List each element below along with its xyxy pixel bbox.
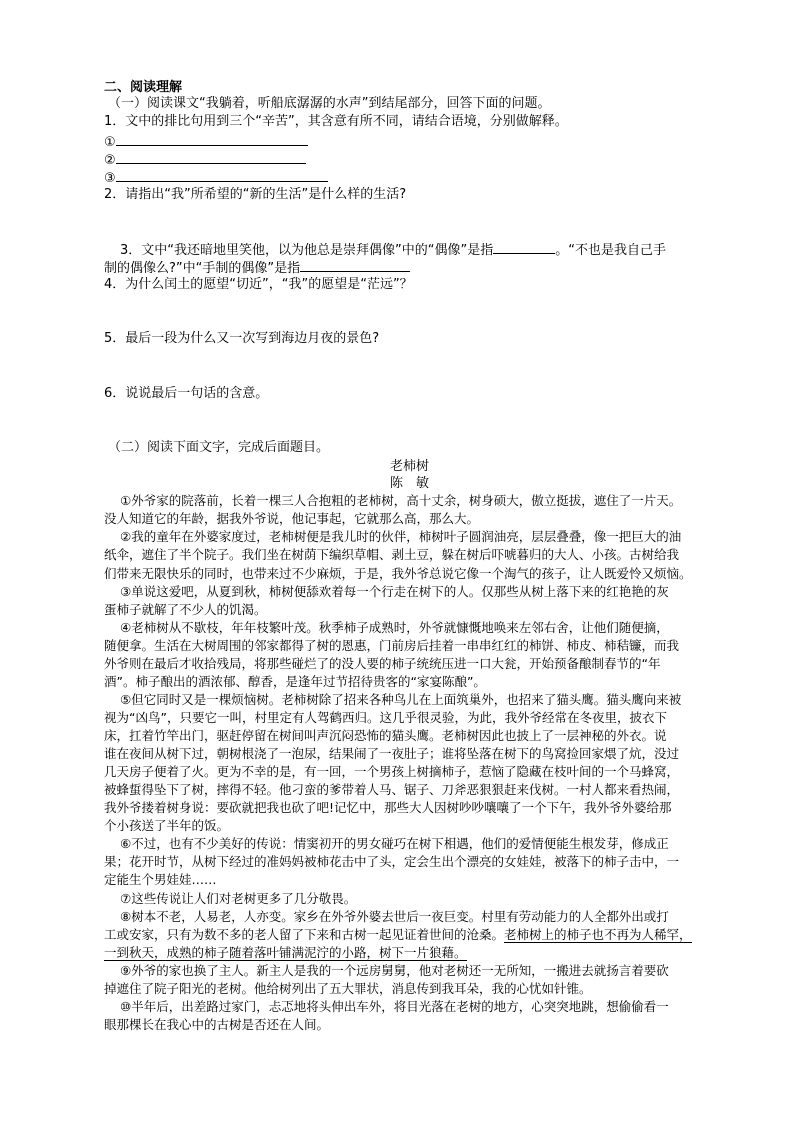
article-line: ⑧树本不老，人易老，人亦变。家乡在外爷外婆去世后一夜巨变。村里有劳动能力的人全都外出或打 [120, 909, 669, 924]
article-line: ⑨外爷的家也换了主人。新主人是我的一个远房舅舅，他对老树还一无所知，一搬进去就扬言着要砍 [120, 963, 669, 978]
article-line: 外爷则在最后才收拾残局，将那些碰烂了的没人要的柿子统统压进一口大瓮，开始预备酿制春节的“年 [104, 656, 661, 671]
question-5: 5．最后一段为什么又一次写到海边月夜的景色? [104, 331, 380, 346]
article-author: 陈 敏 [390, 476, 430, 491]
article-title: 老柿树 [390, 459, 430, 474]
answer-line-1 [104, 133, 308, 151]
article-line: 几天房子便着了火。更为不幸的是，有一回，一个男孩上树摘柿子，惹恼了隐藏在枝叶间的一个马蜂窝， [104, 764, 680, 779]
question-3-line1 [120, 241, 666, 259]
article-line: 定能生个男娃娃…… [104, 872, 217, 887]
article-line: 被蜂蜇得坠下了树，摔得不轻。他刁蛮的爹带着人马、锯子、刀斧恶狠狠赶来伐树。一村人都来看热闹， [104, 782, 680, 797]
article-line: ③单说这爱吧，从夏到秋，柿树便舔欢着每一个行走在树下的人。仅那些从树上落下来的红艳艳的灰 [120, 584, 669, 599]
answer-blank-3b[interactable] [300, 259, 410, 272]
article-line: ⑥不过，也有不少美好的传说：情窦初开的男女碰巧在树下相遇，他们的爱情便能生根发芽，修成正 [120, 836, 669, 851]
answer-blank-1[interactable] [116, 133, 308, 146]
part1-intro: （一）阅读课文“我躺着，听船底潺潺的水声”到结尾部分，回答下面的问题。 [108, 96, 551, 111]
answer-blank-3a[interactable] [493, 241, 555, 254]
article-line: ⑤但它同时又是一棵烦恼树。老柿树除了招来各种鸟儿在上面筑巢外，也招来了猫头鹰。猫头鹰向来被 [120, 692, 682, 707]
article-line: 视为“凶鸟”，只要它一叫，村里定有人驾鹤西归。这几乎很灵验，为此，我外爷经常在冬夜里，披衣下 [104, 710, 667, 725]
answer-label-3: ③ [104, 171, 116, 186]
article-line [104, 927, 692, 943]
question-3-text: 3．文中“我还暗地里笑他，以为他总是崇拜偶像”中的“偶像”是指 [120, 243, 494, 258]
article-line: ①外爷家的院落前，长着一棵三人合抱粗的老柿树，高十丈余，树身硕大，傲立挺拔，遮住了一片天。 [120, 493, 682, 508]
article-line: 掉遮住了院子阳光的老树。他给树列出了五大罪状，消息传到我耳朵，我的心忧如针锥。 [104, 981, 592, 996]
section-heading: 二、阅读理解 [104, 80, 183, 95]
article-line: 床，扛着竹竿出门，驱赶停留在树间叫声沉闷恐怖的猫头鹰。老柿树因此也披上了一层神秘的外衣。说 [104, 728, 667, 743]
article-line: 随便拿。生活在大树周围的邻家都得了树的恩惠，门前房后挂着一串串红红的柿饼、柿皮、柿秸镰，而我 [104, 638, 680, 653]
article-line: ②我的童年在外婆家度过，老柿树便是我儿时的伙伴，柿树叶子圆润油亮，层层叠叠，像一把巨大的油 [120, 529, 682, 544]
article-line: 没人知道它的年龄，据我外爷说，他记事起，它就那么高，那么大。 [104, 511, 480, 526]
answer-line-3 [104, 169, 328, 187]
underlined-sentence-cont: 一到秋天，成熟的柿子随着落叶铺满泥泞的小路，树下一片狼藉。 [104, 945, 467, 960]
question-3-text-cont: 。“不也是我自己手 [555, 243, 666, 258]
question-3-line2 [104, 259, 410, 277]
underlined-sentence: 老柿树上的柿子也不再为人稀罕， [504, 927, 692, 942]
article-line: 眼那棵长在我心中的古树是否还在人间。 [104, 1017, 330, 1032]
answer-blank-3[interactable] [116, 169, 328, 182]
question-1: 1．文中的排比句用到三个“辛苦”，其含意有所不同，请结合语境，分别做解释。 [104, 114, 568, 129]
article-line: ④老柿树从不歇枝，年年枝繁叶茂。秋季柿子成熟时，外爷就慷慨地唤来左邻右舍，让他们随便摘， [120, 620, 669, 635]
question-4: 4．为什么闰土的愿望“切近”，“我”的愿望是“茫远”？ [104, 277, 413, 292]
article-line: 个小孩送了半年的饭。 [104, 818, 230, 833]
part2-intro: （二）阅读下面文字，完成后面题目。 [108, 440, 330, 455]
question-6: 6．说说最后一句话的含意。 [104, 386, 269, 401]
answer-blank-2[interactable] [116, 151, 306, 164]
article-line [104, 945, 467, 961]
article-line: 谁在夜间从树下过，朝树根浇了一泡尿，结果闹了一夜肚子；谁将坠落在树下的鸟窝捡回家煨了炕，没过 [104, 746, 680, 761]
article-line-text: 工或安家，只有为数不多的老人留了下来和古树一起见证着世间的沧桑。 [104, 927, 505, 942]
article-line: 酒”。柿子酿出的酒浓郁、醇香，是逢年过节招待贵客的“家宴陈酿”。 [104, 674, 486, 689]
answer-line-2 [104, 151, 306, 169]
article-line: 们带来无限快乐的同时，也带来过不少麻烦，于是，我外爷总说它像一个淘气的孩子，让人既爱怜又烦恼。 [104, 566, 692, 581]
article-line: 蛋柿子就解了不少人的饥渴。 [104, 602, 267, 617]
question-2: 2．请指出“我”所希望的“新的生活”是什么样的生活? [104, 187, 407, 202]
article-line: ⑦这些传说让人们对老树更多了几分敬畏。 [120, 891, 357, 906]
article-line: 果；花开时节，从树下经过的准妈妈被柿花击中了头，定会生出个漂亮的女娃娃，被落下的柿子击中，一 [104, 854, 680, 869]
answer-label-1: ① [104, 135, 116, 150]
answer-label-2: ② [104, 153, 116, 168]
question-3-line2-text: 制的偶像么?”中“手制的偶像”是指 [104, 261, 301, 276]
article-line: 纸伞，遮住了半个院子。我们坐在树荫下编织草帽、剥土豆，躲在树后吓唬暮归的大人、小孩。古树给我 [104, 547, 680, 562]
article-line: 我外爷搂着树身说：要砍就把我也砍了吧!记忆中，那些大人因树吵吵嚷嚷了一个下午，我外爷外婆给那 [104, 800, 672, 815]
article-line: ⑩半年后，出差路过家门，忐忑地将头伸出车外，将目光落在老树的地方，心突突地跳，想偷偷看一 [120, 999, 669, 1014]
